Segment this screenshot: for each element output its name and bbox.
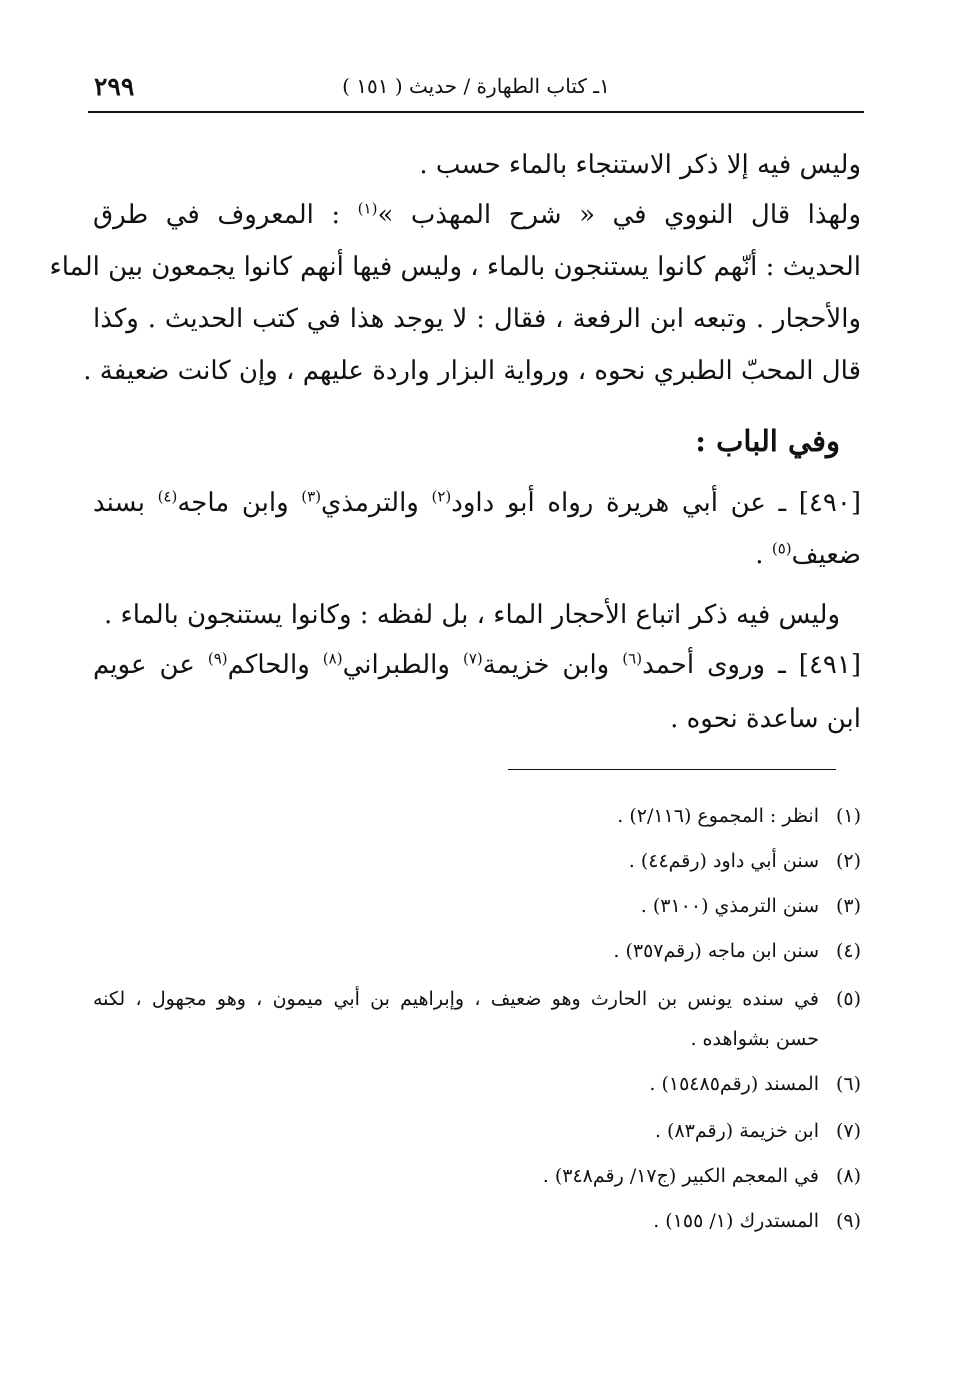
footnote-ref-8: (٨) — [322, 649, 343, 668]
footnote-number: (٤) — [835, 940, 861, 962]
body-text: والحاكم — [227, 650, 323, 680]
body-text: والترمذي — [321, 488, 432, 518]
body-text: وابن خزيمة — [482, 650, 623, 680]
footnote-number: (٩) — [835, 1210, 861, 1232]
footnote-8 — [543, 1165, 861, 1187]
footnote-5-continuation: حسن بشواهده . — [690, 1028, 819, 1050]
body-line-3: الحديث : أنّهم كانوا يستنجون بالماء ، وليس فيها أنهم كانوا يجمعون بين الماء — [49, 252, 861, 282]
footnote-text: سنن أبي داود (رقم٤٤) . — [628, 850, 819, 872]
footnote-6 — [649, 1073, 861, 1095]
body-text: : المعروف في طرق — [93, 200, 358, 230]
footnote-ref-3: (٣) — [301, 487, 322, 506]
footnote-ref-6: (٦) — [622, 649, 643, 668]
body-text: [٤٩٠] ـ عن أبي هريرة رواه أبو داود — [451, 488, 861, 518]
body-line-1: وليس فيه إلا ذكر الاستنجاء بالماء حسب . — [419, 150, 861, 180]
hadith-491-line-2: ابن ساعدة نحوه . — [670, 704, 861, 734]
body-text: ضعيف — [791, 540, 861, 570]
footnote-7 — [655, 1120, 861, 1142]
footnote-ref-9: (٩) — [207, 649, 228, 668]
body-line-2 — [93, 200, 861, 230]
body-line-8: وليس فيه ذكر اتباع الأحجار الماء ، بل لفظه : وكانوا يستنجون بالماء . — [104, 600, 840, 630]
footnote-number: (٣) — [835, 895, 861, 917]
section-heading: وفي الباب : — [695, 424, 840, 458]
footnote-ref-4: (٤) — [157, 487, 178, 506]
body-line-4: والأحجار . وتبعه ابن الرفعة ، فقال : لا يوجد هذا في كتب الحديث . وكذا — [93, 304, 861, 334]
footnote-number: (٢) — [835, 850, 861, 872]
hadith-490-line-2 — [755, 540, 861, 570]
footnote-1 — [617, 805, 861, 827]
footnote-ref-5: (٥) — [771, 539, 792, 558]
header-rule — [88, 111, 864, 113]
footnote-number: (٧) — [835, 1120, 861, 1142]
footnote-text: سنن ابن ماجه (رقم٣٥٧) . — [613, 940, 819, 962]
body-text: والطبراني — [342, 650, 463, 680]
body-text: . — [755, 540, 772, 570]
body-line-5: قال المحبّ الطبري نحوه ، ورواية البزار واردة عليهم ، وإن كانت ضعيفة . — [83, 356, 861, 386]
footnote-5 — [93, 988, 861, 1010]
footnote-ref-7: (٧) — [462, 649, 483, 668]
footnote-number: (٦) — [835, 1073, 861, 1095]
footnote-9 — [653, 1210, 861, 1232]
running-title: ١ـ كتاب الطهارة / حديث ( ١٥١ ) — [342, 74, 610, 98]
body-text: وابن ماجه — [177, 488, 302, 518]
footnote-text: المسند (رقم١٥٤٨٥) . — [649, 1073, 819, 1095]
footnote-number: (٥) — [835, 988, 861, 1010]
footnote-text: في المعجم الكبير (ج١٧/ رقم٣٤٨) . — [542, 1165, 819, 1187]
footnote-4 — [613, 940, 861, 962]
footnote-text: ابن خزيمة (رقم٨٣) . — [654, 1120, 819, 1142]
footnote-ref-2: (٢) — [431, 487, 452, 506]
body-text: عن عويم — [93, 650, 208, 680]
footnote-number: (١) — [835, 805, 861, 827]
body-text: [٤٩١] ـ وروى أحمد — [642, 650, 861, 680]
footnote-3 — [641, 895, 861, 917]
footnote-text: سنن الترمذي (٣١٠٠) . — [640, 895, 819, 917]
hadith-490-line-1 — [93, 488, 861, 518]
hadith-491-line-1 — [93, 650, 861, 680]
footnote-text: في سنده يونس بن الحارث وهو ضعيف ، وإبراهيم بن أبي ميمون ، وهو مجهول ، لكنه — [93, 988, 819, 1010]
footnote-2 — [629, 850, 861, 872]
body-text: بسند — [93, 488, 158, 518]
body-text: ولهذا قال النووي في « شرح المهذب » — [377, 200, 862, 230]
footnote-ref-1: (١) — [357, 199, 378, 218]
footnote-separator — [508, 769, 836, 770]
footnote-number: (٨) — [835, 1165, 861, 1187]
page-header — [88, 66, 864, 108]
page-number: ٢٩٩ — [94, 72, 135, 101]
footnote-text: المستدرك (١/ ١٥٥) . — [653, 1210, 819, 1232]
footnote-text: انظر : المجموع (٢/١١٦) . — [617, 805, 819, 827]
